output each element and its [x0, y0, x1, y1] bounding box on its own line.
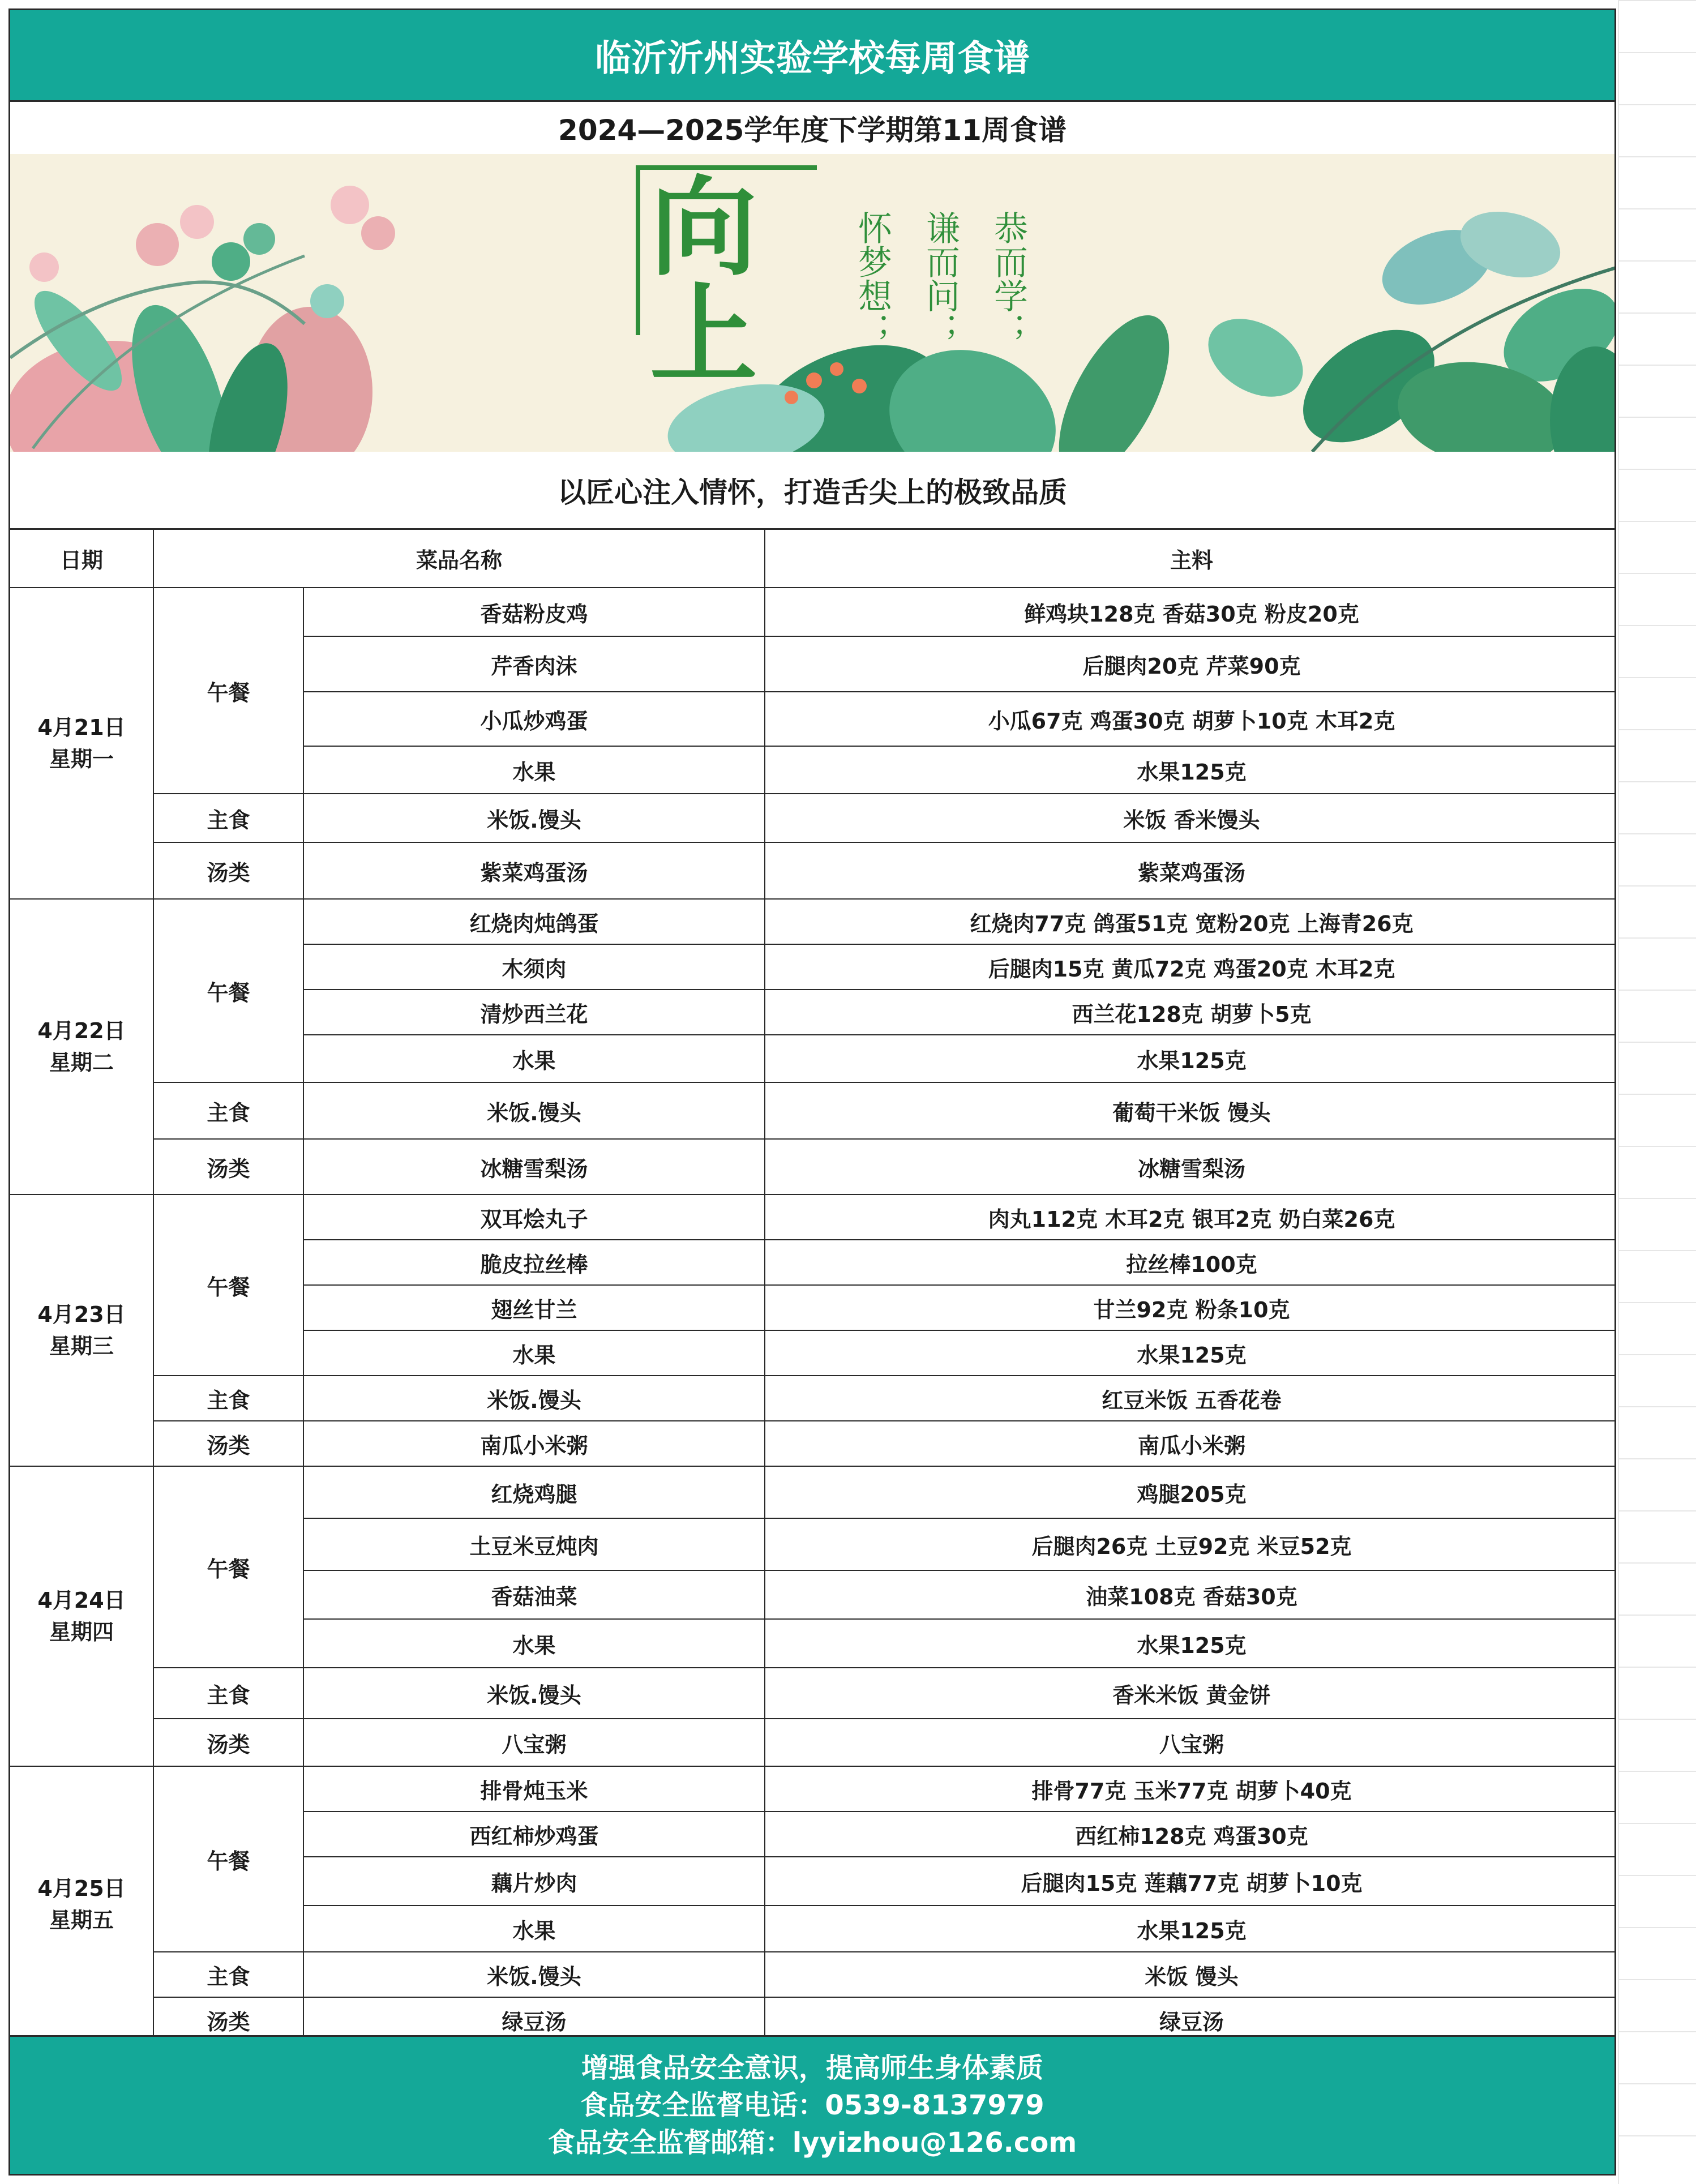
meal-label-soup: 汤类	[153, 842, 303, 899]
meal-label-soup: 汤类	[153, 1719, 303, 1766]
dish-name: 木须肉	[303, 944, 765, 990]
dish-name: 水果	[303, 1330, 765, 1376]
dish-name: 冰糖雪梨汤	[303, 1139, 765, 1194]
dish-ingredients: 甘兰92克 粉条10克	[765, 1285, 1616, 1330]
table-row	[10, 842, 1616, 899]
dish-ingredients: 紫菜鸡蛋汤	[765, 842, 1616, 899]
column-header-dish: 菜品名称	[153, 530, 765, 588]
day-date-cell	[10, 1766, 153, 2042]
dish-ingredients: 冰糖雪梨汤	[765, 1139, 1616, 1194]
dish-ingredients: 后腿肉26克 土豆92克 米豆52克	[765, 1518, 1616, 1570]
dish-name: 脆皮拉丝棒	[303, 1240, 765, 1285]
dish-name: 绿豆汤	[303, 1997, 765, 2042]
footer-line-1: 增强食品安全意识，提高师生身体素质	[581, 2052, 1043, 2084]
day-weekday: 星期五	[49, 1908, 114, 1933]
banner-verse-1: 恭而学；	[988, 211, 1028, 346]
dish-name: 翅丝甘兰	[303, 1285, 765, 1330]
table-row	[10, 1082, 1616, 1139]
dish-name: 水果	[303, 746, 765, 794]
dish-ingredients: 水果125克	[765, 1035, 1616, 1082]
dish-ingredients: 后腿肉15克 莲藕77克 胡萝卜10克	[765, 1857, 1616, 1905]
dish-ingredients: 水果125克	[765, 1619, 1616, 1668]
meal-label-lunch: 午餐	[153, 899, 303, 1082]
dish-name: 米饭.馒头	[303, 1668, 765, 1719]
table-row	[10, 588, 1616, 636]
day-date: 4月21日	[37, 715, 126, 740]
dish-name: 水果	[303, 1905, 765, 1952]
meal-label-soup: 汤类	[153, 1421, 303, 1466]
dish-ingredients: 拉丝棒100克	[765, 1240, 1616, 1285]
dish-name: 清炒西兰花	[303, 990, 765, 1035]
dish-name: 八宝粥	[303, 1719, 765, 1766]
meal-label-staple: 主食	[153, 1952, 303, 1997]
dish-ingredients: 肉丸112克 木耳2克 银耳2克 奶白菜26克	[765, 1194, 1616, 1240]
dish-ingredients: 水果125克	[765, 746, 1616, 794]
dish-ingredients: 八宝粥	[765, 1719, 1616, 1766]
dish-name: 水果	[303, 1619, 765, 1668]
meal-label-lunch: 午餐	[153, 588, 303, 794]
dish-ingredients: 米饭 香米馒头	[765, 794, 1616, 842]
table-row	[10, 1668, 1616, 1719]
dish-name: 香菇粉皮鸡	[303, 588, 765, 636]
page-title: 临沂沂州实验学校每周食谱	[10, 10, 1614, 102]
day-date: 4月22日	[37, 1018, 126, 1043]
dish-name: 小瓜炒鸡蛋	[303, 692, 765, 746]
day-date-cell	[10, 1194, 153, 1466]
dish-name: 米饭.馒头	[303, 1952, 765, 1997]
day-date-cell	[10, 1466, 153, 1766]
dish-ingredients: 西兰花128克 胡萝卜5克	[765, 990, 1616, 1035]
day-date-cell	[10, 588, 153, 899]
meal-label-lunch: 午餐	[153, 1766, 303, 1952]
spreadsheet-gridlines	[1618, 0, 1696, 2184]
dish-name: 南瓜小米粥	[303, 1421, 765, 1466]
dish-ingredients: 油菜108克 香菇30克	[765, 1570, 1616, 1619]
dish-ingredients: 排骨77克 玉米77克 胡萝卜40克	[765, 1766, 1616, 1812]
dish-ingredients: 红烧肉77克 鸽蛋51克 宽粉20克 上海青26克	[765, 899, 1616, 944]
dish-name: 米饭.馒头	[303, 1376, 765, 1421]
dish-name: 红烧肉炖鸽蛋	[303, 899, 765, 944]
dish-ingredients: 香米米饭 黄金饼	[765, 1668, 1616, 1719]
dish-name: 香菇油菜	[303, 1570, 765, 1619]
day-date-cell	[10, 899, 153, 1194]
dish-name: 排骨炖玉米	[303, 1766, 765, 1812]
table-row	[10, 1376, 1616, 1421]
table-row	[10, 1139, 1616, 1194]
dish-ingredients: 西红柿128克 鸡蛋30克	[765, 1812, 1616, 1857]
meal-label-staple: 主食	[153, 794, 303, 842]
day-weekday: 星期二	[49, 1050, 114, 1075]
table-row	[10, 1194, 1616, 1240]
banner-verse-2: 谦而问；	[920, 211, 960, 346]
dish-ingredients: 米饭 馒头	[765, 1952, 1616, 1997]
dish-name: 土豆米豆炖肉	[303, 1518, 765, 1570]
dish-ingredients: 后腿肉20克 芹菜90克	[765, 636, 1616, 692]
table-row	[10, 1952, 1616, 1997]
dish-name: 西红柿炒鸡蛋	[303, 1812, 765, 1857]
day-date: 4月23日	[37, 1302, 126, 1327]
dish-ingredients: 葡萄干米饭 馒头	[765, 1082, 1616, 1139]
day-weekday: 星期四	[49, 1620, 114, 1645]
table-row	[10, 1766, 1616, 1812]
meal-label-soup: 汤类	[153, 1139, 303, 1194]
menu-sheet	[8, 8, 1616, 2176]
table-row	[10, 794, 1616, 842]
meal-label-lunch: 午餐	[153, 1466, 303, 1668]
footer	[10, 2035, 1614, 2174]
banner-image	[10, 154, 1614, 452]
meal-label-staple: 主食	[153, 1082, 303, 1139]
day-weekday: 星期一	[49, 747, 114, 772]
day-date: 4月24日	[37, 1588, 126, 1613]
dish-ingredients: 小瓜67克 鸡蛋30克 胡萝卜10克 木耳2克	[765, 692, 1616, 746]
dish-ingredients: 绿豆汤	[765, 1997, 1616, 2042]
day-weekday: 星期三	[49, 1334, 114, 1359]
dish-name: 米饭.馒头	[303, 794, 765, 842]
dish-ingredients: 水果125克	[765, 1905, 1616, 1952]
table-row	[10, 1466, 1616, 1518]
banner-verse-3: 怀梦想；	[853, 211, 892, 346]
dish-name: 藕片炒肉	[303, 1857, 765, 1905]
meal-label-soup: 汤类	[153, 1997, 303, 2042]
meal-label-lunch: 午餐	[153, 1194, 303, 1376]
dish-ingredients: 鲜鸡块128克 香菇30克 粉皮20克	[765, 588, 1616, 636]
footer-phone: 食品安全监督电话：0539-8137979	[580, 2089, 1044, 2121]
menu-table	[10, 530, 1616, 2043]
week-subtitle: 2024—2025学年度下学期第11周食谱	[558, 114, 1067, 147]
table-row	[10, 899, 1616, 944]
banner-big-char-2: 上	[650, 272, 758, 398]
dish-name: 双耳烩丸子	[303, 1194, 765, 1240]
footer-email: 食品安全监督邮箱：lyyizhou@126.com	[547, 2127, 1077, 2159]
dish-name: 紫菜鸡蛋汤	[303, 842, 765, 899]
dish-ingredients: 南瓜小米粥	[765, 1421, 1616, 1466]
meal-label-staple: 主食	[153, 1376, 303, 1421]
slogan: 以匠心注入情怀，打造舌尖上的极致品质	[10, 452, 1614, 530]
column-header-ingredients: 主料	[765, 530, 1616, 588]
table-row	[10, 1719, 1616, 1766]
banner-big-char-1: 向	[650, 164, 758, 290]
column-header-date: 日期	[10, 530, 153, 588]
dish-ingredients: 水果125克	[765, 1330, 1616, 1376]
dish-ingredients: 红豆米饭 五香花卷	[765, 1376, 1616, 1421]
table-header-row	[10, 530, 1616, 588]
dish-name: 红烧鸡腿	[303, 1466, 765, 1518]
dish-ingredients: 后腿肉15克 黄瓜72克 鸡蛋20克 木耳2克	[765, 944, 1616, 990]
dish-name: 水果	[303, 1035, 765, 1082]
dish-name: 米饭.馒头	[303, 1082, 765, 1139]
meal-label-staple: 主食	[153, 1668, 303, 1719]
dish-name: 芹香肉沫	[303, 636, 765, 692]
dish-ingredients: 鸡腿205克	[765, 1466, 1616, 1518]
table-row	[10, 1421, 1616, 1466]
day-date: 4月25日	[37, 1876, 126, 1901]
